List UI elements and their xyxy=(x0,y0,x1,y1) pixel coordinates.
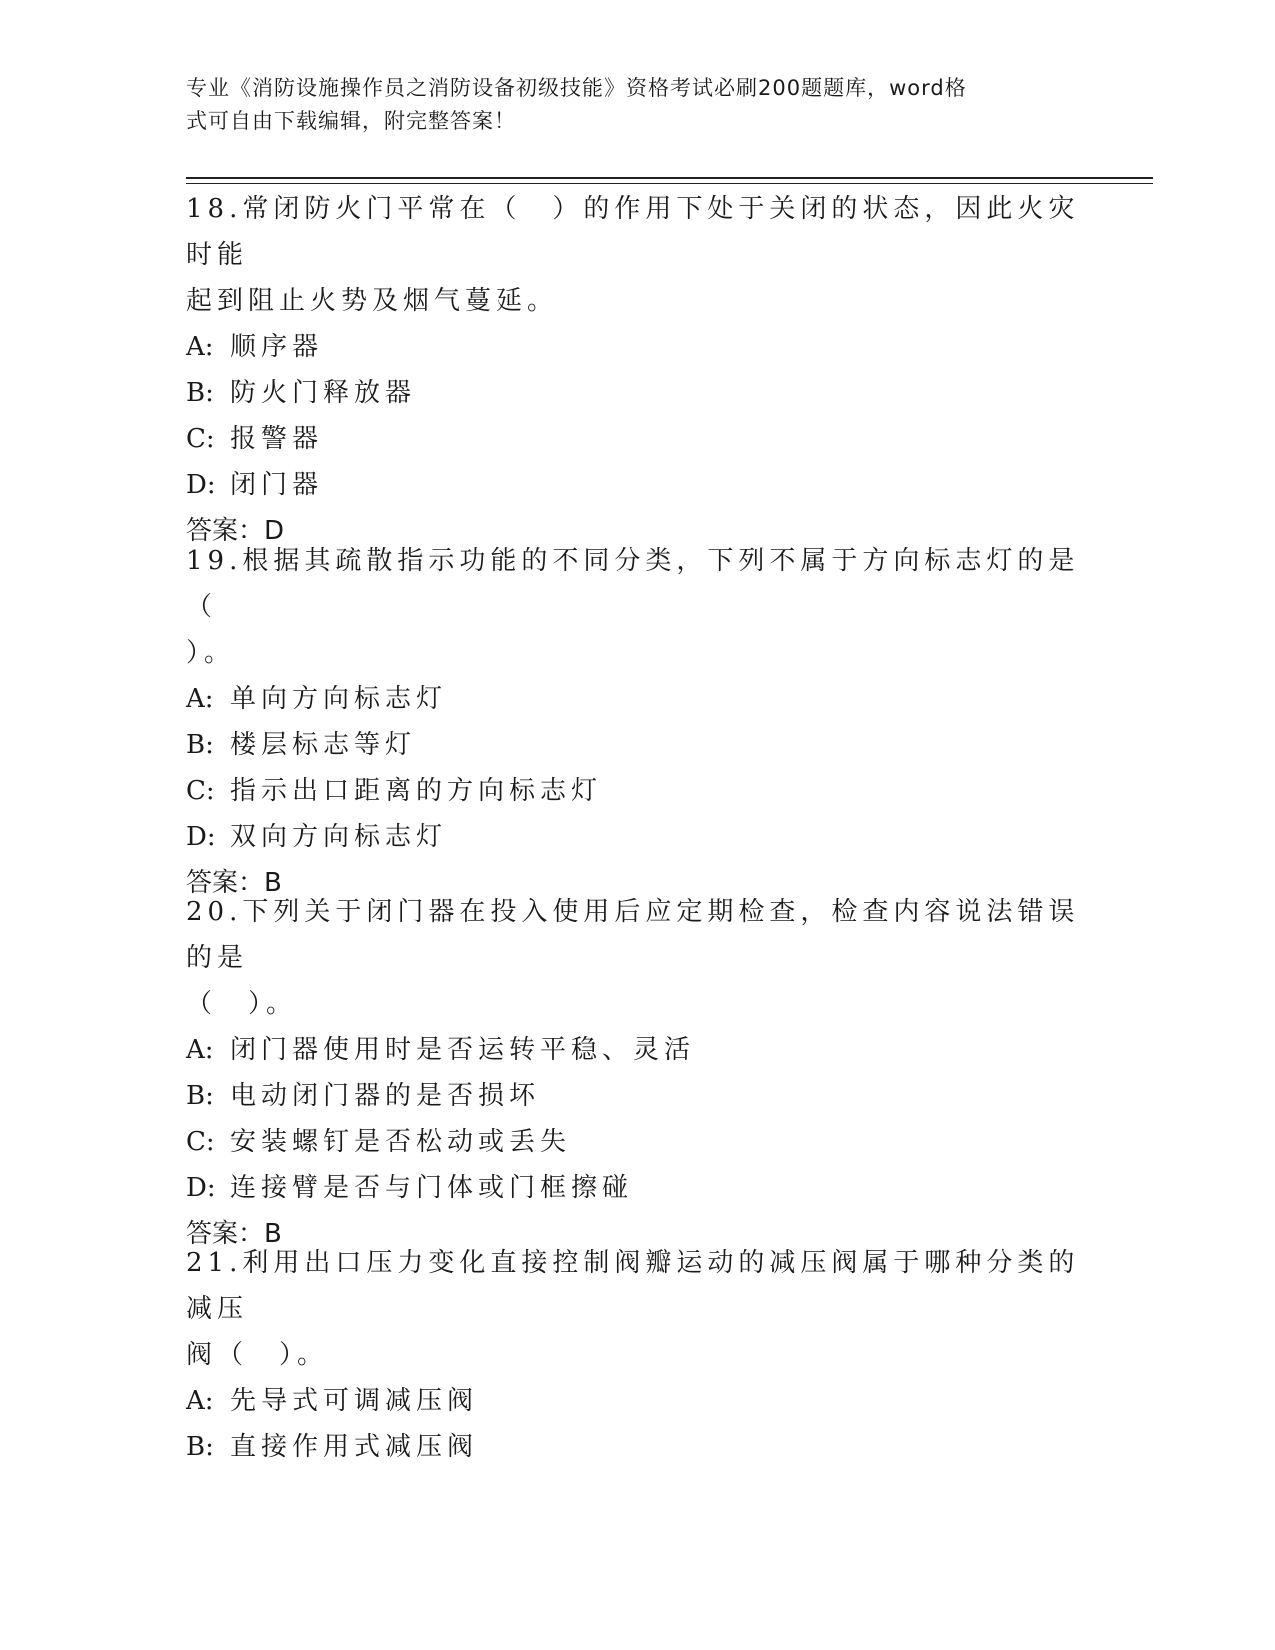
answer: 答案：B xyxy=(186,868,282,898)
option-text: 防火门释放器 xyxy=(230,378,417,408)
option-key: D: xyxy=(186,822,216,852)
option-text: 指示出口距离的方向标志灯 xyxy=(230,776,603,806)
option-a xyxy=(186,324,1086,370)
option-b xyxy=(186,1073,1086,1119)
question-19 xyxy=(186,538,1086,906)
option-a xyxy=(186,1378,1086,1424)
answer: 答案：D xyxy=(186,516,285,546)
option-key: B: xyxy=(186,1081,214,1111)
option-text: 闭门器 xyxy=(230,470,324,500)
question-21 xyxy=(186,1240,1086,1470)
option-key: D: xyxy=(186,1173,216,1203)
option-b xyxy=(186,1424,1086,1470)
header-line-2: 式可自由下载编辑，附完整答案！ xyxy=(186,109,516,133)
option-key: A: xyxy=(186,1386,214,1416)
header-line-1: 专业《消防设施操作员之消防设备初级技能》资格考试必刷200题题库，word格 xyxy=(186,76,967,100)
option-a xyxy=(186,1027,1086,1073)
option-key: A: xyxy=(186,332,214,362)
question-stem-line-2: ）。 xyxy=(186,638,236,668)
question-stem-line-2: 阀（ ）。 xyxy=(186,1340,329,1370)
option-text: 先导式可调减压阀 xyxy=(230,1386,479,1416)
option-text: 闭门器使用时是否运转平稳、灵活 xyxy=(230,1035,696,1065)
option-text: 顺序器 xyxy=(230,332,324,362)
option-text: 直接作用式减压阀 xyxy=(230,1432,479,1462)
question-stem-line-2: （ ）。 xyxy=(186,989,298,1019)
option-text: 电动闭门器的是否损坏 xyxy=(230,1081,541,1111)
question-stem-line-1: 18.常闭防火门平常在（ ）的作用下处于关闭的状态，因此火灾时能 xyxy=(186,194,1080,270)
option-text: 单向方向标志灯 xyxy=(230,684,448,714)
question-stem-line-2: 起到阻止火势及烟气蔓延。 xyxy=(186,286,559,316)
option-key: C: xyxy=(186,1127,215,1157)
option-key: B: xyxy=(186,378,214,408)
option-text: 报警器 xyxy=(230,424,324,454)
option-c xyxy=(186,1119,1086,1165)
option-d xyxy=(186,1165,1086,1211)
option-c xyxy=(186,416,1086,462)
option-key: B: xyxy=(186,730,214,760)
option-d xyxy=(186,462,1086,508)
answer: 答案：B xyxy=(186,1219,282,1249)
question-stem-line-1: 21.利用出口压力变化直接控制阀瓣运动的减压阀属于哪种分类的减压 xyxy=(186,1248,1080,1324)
option-d xyxy=(186,814,1086,860)
option-key: C: xyxy=(186,424,215,454)
option-key: B: xyxy=(186,1432,214,1462)
option-b xyxy=(186,722,1086,768)
option-key: C: xyxy=(186,776,215,806)
option-text: 双向方向标志灯 xyxy=(230,822,448,852)
option-c xyxy=(186,768,1086,814)
option-key: A: xyxy=(186,684,214,714)
option-a xyxy=(186,676,1086,722)
question-18 xyxy=(186,186,1086,554)
option-text: 安装螺钉是否松动或丢失 xyxy=(230,1127,572,1157)
document-header xyxy=(186,72,1066,138)
option-key: D: xyxy=(186,470,216,500)
question-stem-line-1: 20.下列关于闭门器在投入使用后应定期检查，检查内容说法错误的是 xyxy=(186,897,1080,973)
option-text: 楼层标志等灯 xyxy=(230,730,417,760)
option-b xyxy=(186,370,1086,416)
header-divider-thick xyxy=(186,177,1153,179)
question-stem-line-1: 19.根据其疏散指示功能的不同分类，下列不属于方向标志灯的是（ xyxy=(186,546,1080,622)
question-20 xyxy=(186,889,1086,1257)
option-text: 连接臂是否与门体或门框擦碰 xyxy=(230,1173,634,1203)
header-divider-thin xyxy=(186,183,1153,184)
option-key: A: xyxy=(186,1035,214,1065)
